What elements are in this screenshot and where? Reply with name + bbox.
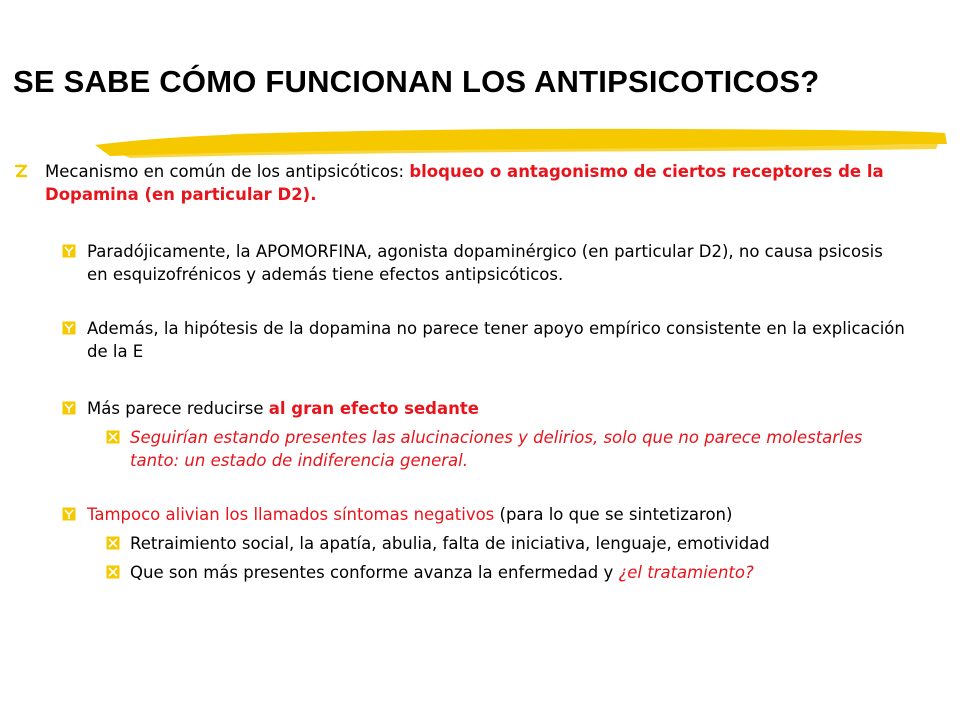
slide-title: SE SABE CÓMO FUNCIONAN LOS ANTIPSICOTICOS? bbox=[13, 64, 820, 99]
hipotesis-text: Además, la hipótesis de la dopamina no parece tener apoyo empírico consistente en la explicación de la E bbox=[87, 319, 905, 361]
negativos-highlight: Tampoco alivian los llamados síntomas negativos bbox=[87, 505, 495, 524]
bullet-presentes bbox=[130, 561, 930, 584]
bullet-mecanismo bbox=[45, 160, 945, 206]
presentes-text: Que son más presentes conforme avanza la enfermedad y bbox=[130, 563, 619, 582]
negativos-text: (para lo que se sintetizaron) bbox=[494, 505, 733, 524]
sedante-text: Más parece reducirse bbox=[87, 399, 269, 418]
sedante-highlight: al gran efecto sedante bbox=[268, 399, 479, 418]
checkbox-y-icon bbox=[62, 321, 76, 335]
z-bullet-icon bbox=[14, 164, 28, 178]
checkbox-y-icon bbox=[62, 401, 76, 415]
bullet-apomorfina bbox=[87, 240, 907, 286]
bullet-retraimiento bbox=[130, 532, 930, 555]
checkbox-x-icon bbox=[106, 430, 120, 444]
bullet-hipotesis bbox=[87, 317, 907, 363]
checkbox-x-icon bbox=[106, 536, 120, 550]
apomorfina-text: Paradójicamente, la APOMORFINA, agonista dopaminérgico (en particular D2), no causa psicosis en esquizofrénicos y además tiene efectos antipsicóticos. bbox=[87, 242, 883, 284]
mecanismo-highlight: bloqueo o antagonismo de ciertos receptores de la Dopamina (en particular D2). bbox=[45, 162, 884, 204]
seguirian-text: Seguirían estando presentes las alucinaciones y delirios, solo que no parece molestarles tanto: un estado de indiferencia general. bbox=[130, 428, 863, 470]
checkbox-x-icon bbox=[106, 565, 120, 579]
retraimiento-text: Retraimiento social, la apatía, abulia, falta de iniciativa, lenguaje, emotividad bbox=[130, 534, 770, 553]
bullet-sedante bbox=[87, 397, 907, 420]
mecanismo-text: Mecanismo en común de los antipsicóticos: bbox=[45, 162, 410, 181]
yellow-brush-stroke bbox=[0, 118, 960, 164]
bullet-negativos bbox=[87, 503, 907, 526]
checkbox-y-icon bbox=[62, 507, 76, 521]
bullet-seguirian bbox=[130, 426, 910, 472]
tratamiento-question: ¿el tratamiento? bbox=[618, 563, 754, 582]
checkbox-y-icon bbox=[62, 244, 76, 258]
